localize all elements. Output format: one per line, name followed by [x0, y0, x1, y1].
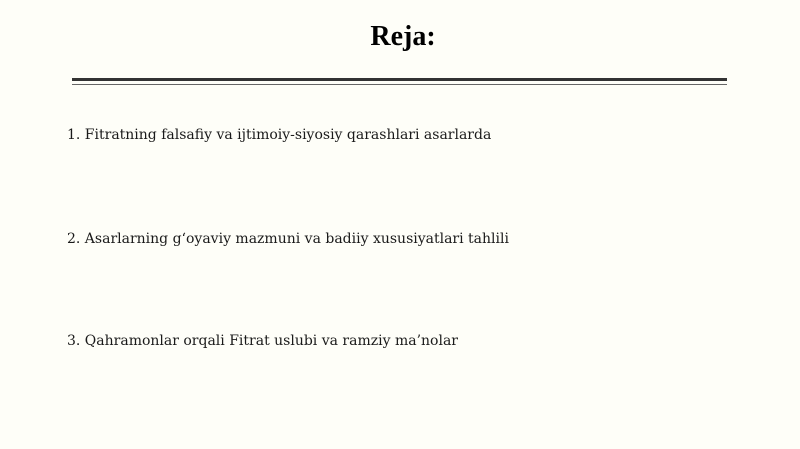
plan-item-3: 3. Qahramonlar orqali Fitrat uslubi va ramziy ma’nolar [67, 333, 458, 349]
title-divider-thick [72, 78, 727, 81]
plan-item-2: 2. Asarlarning g‘oyaviy mazmuni va badiiy xususiyatlari tahlili [67, 231, 509, 247]
plan-item-1: 1. Fitratning falsafiy va ijtimoiy-siyosiy qarashlari asarlarda [67, 127, 492, 143]
slide-title: Reja: [370, 21, 436, 52]
title-divider-thin [72, 84, 727, 85]
